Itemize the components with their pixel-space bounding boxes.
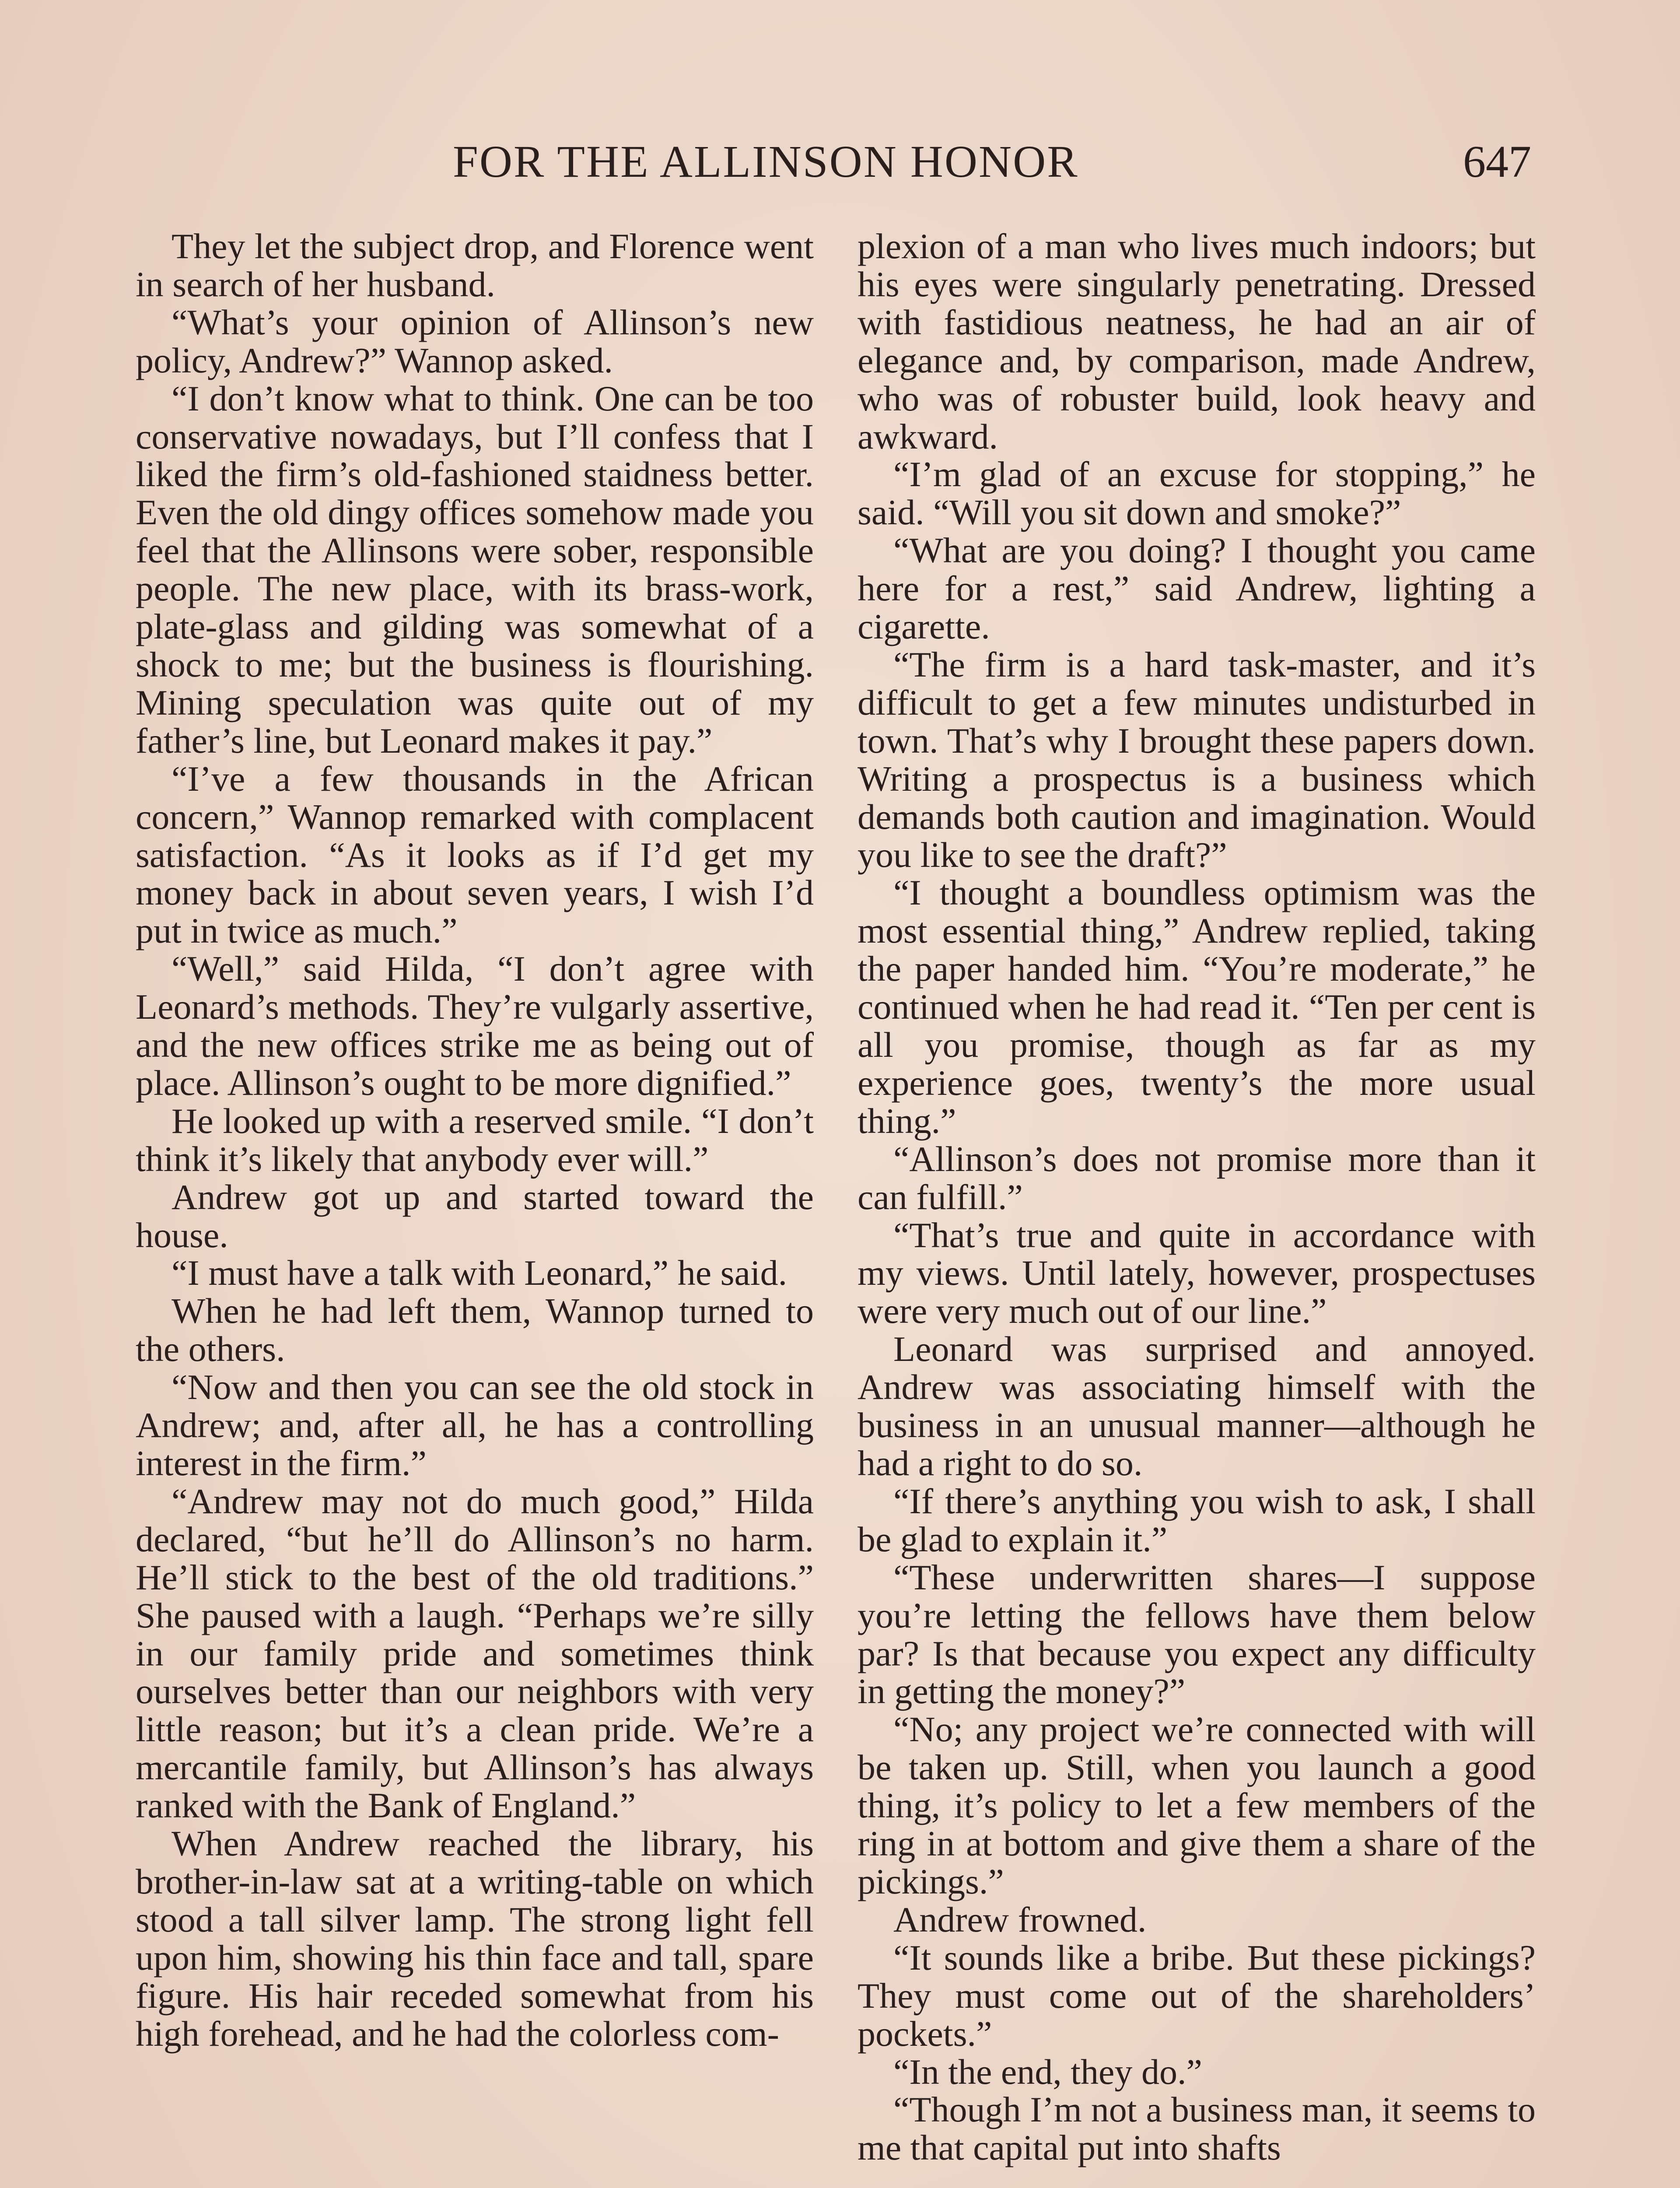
paragraph: “I must have a talk with Leonard,” he said. [172, 1253, 788, 1293]
paragraph: “Now and then you can see the old stock in Andrew; and, after all, he has a controlling interest in the firm.” [136, 1367, 814, 1483]
paragraph: “No; any project we’re connected with will be taken up. Still, when you launch a good thing, it’s policy to let a few members of the ring in at bottom and give them a share of the pickings.” [858, 1709, 1536, 1901]
paragraph: Leonard was surprised and annoyed. Andrew was associating himself with the business in an unusual manner—although he had a right to do so. [858, 1329, 1536, 1483]
running-head [0, 131, 1680, 193]
paragraph: “These underwritten shares—I suppose you’re letting the fellows have them below par? Is that because you expect any difficulty in getting the money?” [858, 1557, 1536, 1711]
paragraph: “I’m glad of an excuse for stopping,” he said. “Will you sit down and smoke?” [858, 454, 1536, 533]
paragraph: “The firm is a hard task-master, and it’s difficult to get a few minutes undisturbed in town. That’s why I brought these papers down. Writing a prospectus is a business which demands both caution and imagination. Would you like to see the draft?” [858, 644, 1536, 875]
paragraph: “In the end, they do.” [893, 2051, 1202, 2092]
page-title: FOR THE ALLINSON HONOR [453, 137, 1079, 187]
paragraph: “If there’s anything you wish to ask, I shall be glad to explain it.” [858, 1481, 1536, 1559]
paragraph: “I’ve a few thousands in the African concern,” Wannop remarked with complacent satisfaction. “As it looks as if I’d get my money back in about seven years, I wish I’d put in twice as much.” [136, 758, 814, 951]
paragraph: “Allinson’s does not promise more than it can fulfill.” [858, 1139, 1536, 1217]
paragraph: “That’s true and quite in accordance with my views. Until lately, however, prospectuses were very much out of our line.” [858, 1215, 1536, 1331]
right-column [858, 228, 1536, 2167]
paragraph: When Andrew reached the library, his brother-in-law sat at a writing-table on which stood a tall silver lamp. The strong light fell upon him, showing his thin face and tall, spare figure. His hair receded somewhat from his high forehead, and he had the colorless com- [136, 1823, 814, 2054]
paragraph: “I thought a boundless optimism was the most essential thing,” Andrew replied, taking the paper handed him. “You’re moderate,” he continued when he had read it. “Ten per cent is all you promise, though as far as my experience goes, twenty’s the more usual thing.” [858, 873, 1536, 1141]
paragraph: He looked up with a reserved smile. “I don’t think it’s likely that anybody ever will.” [136, 1101, 814, 1179]
paragraph: “Though I’m not a business man, it seems to me that capital put into shafts [858, 2090, 1536, 2168]
page-number: 647 [1463, 137, 1531, 187]
paragraph: “I don’t know what to think. One can be too conservative nowadays, but I’ll confess that I liked the firm’s old-fashioned staidness better. Even the old dingy offices somehow made you feel that the Allinsons were sober, responsible people. The new place, with its brass-work, plate-glass and gilding was somewhat of a shock to me; but the business is flourishing. Mining speculation was quite out of my father’s line, but Leonard makes it pay.” [136, 378, 814, 761]
paragraph: Andrew got up and started toward the house. [136, 1177, 814, 1255]
left-column [136, 228, 814, 2053]
paragraph: “Well,” said Hilda, “I don’t agree with Leonard’s methods. They’re vulgarly assertive, and the new offices strike me as being out of place. Allinson’s ought to be more dignified.” [136, 949, 814, 1103]
paragraph: “It sounds like a bribe. But these pickings? They must come out of the shareholders’ pockets.” [858, 1937, 1536, 2054]
paragraph-continuation: plexion of a man who lives much indoors; but his eyes were singularly penetrating. Dressed with fastidious neatness, he had an air of elegance and, by comparison, made Andrew, who was of robuster build, look heavy and awkward. [858, 226, 1536, 456]
paragraph: “What are you doing? I thought you came here for a rest,” said Andrew, lighting a cigarette. [858, 530, 1536, 647]
paragraph: “Andrew may not do much good,” Hilda declared, “but he’ll do Allinson’s no harm. He’ll stick to the best of the old traditions.” She paused with a laugh. “Perhaps we’re silly in our family pride and sometimes think ourselves better than our neighbors with very little reason; but it’s a clean pride. We’re a mercantile family, but Allinson’s has always ranked with the Bank of England.” [136, 1481, 814, 1826]
paragraph: “What’s your opinion of Allinson’s new policy, Andrew?” Wannop asked. [136, 302, 814, 380]
paragraph: When he had left them, Wannop turned to the others. [136, 1291, 814, 1369]
paragraph: They let the subject drop, and Florence went in search of her husband. [136, 226, 814, 304]
paragraph: Andrew frowned. [893, 1899, 1147, 1939]
